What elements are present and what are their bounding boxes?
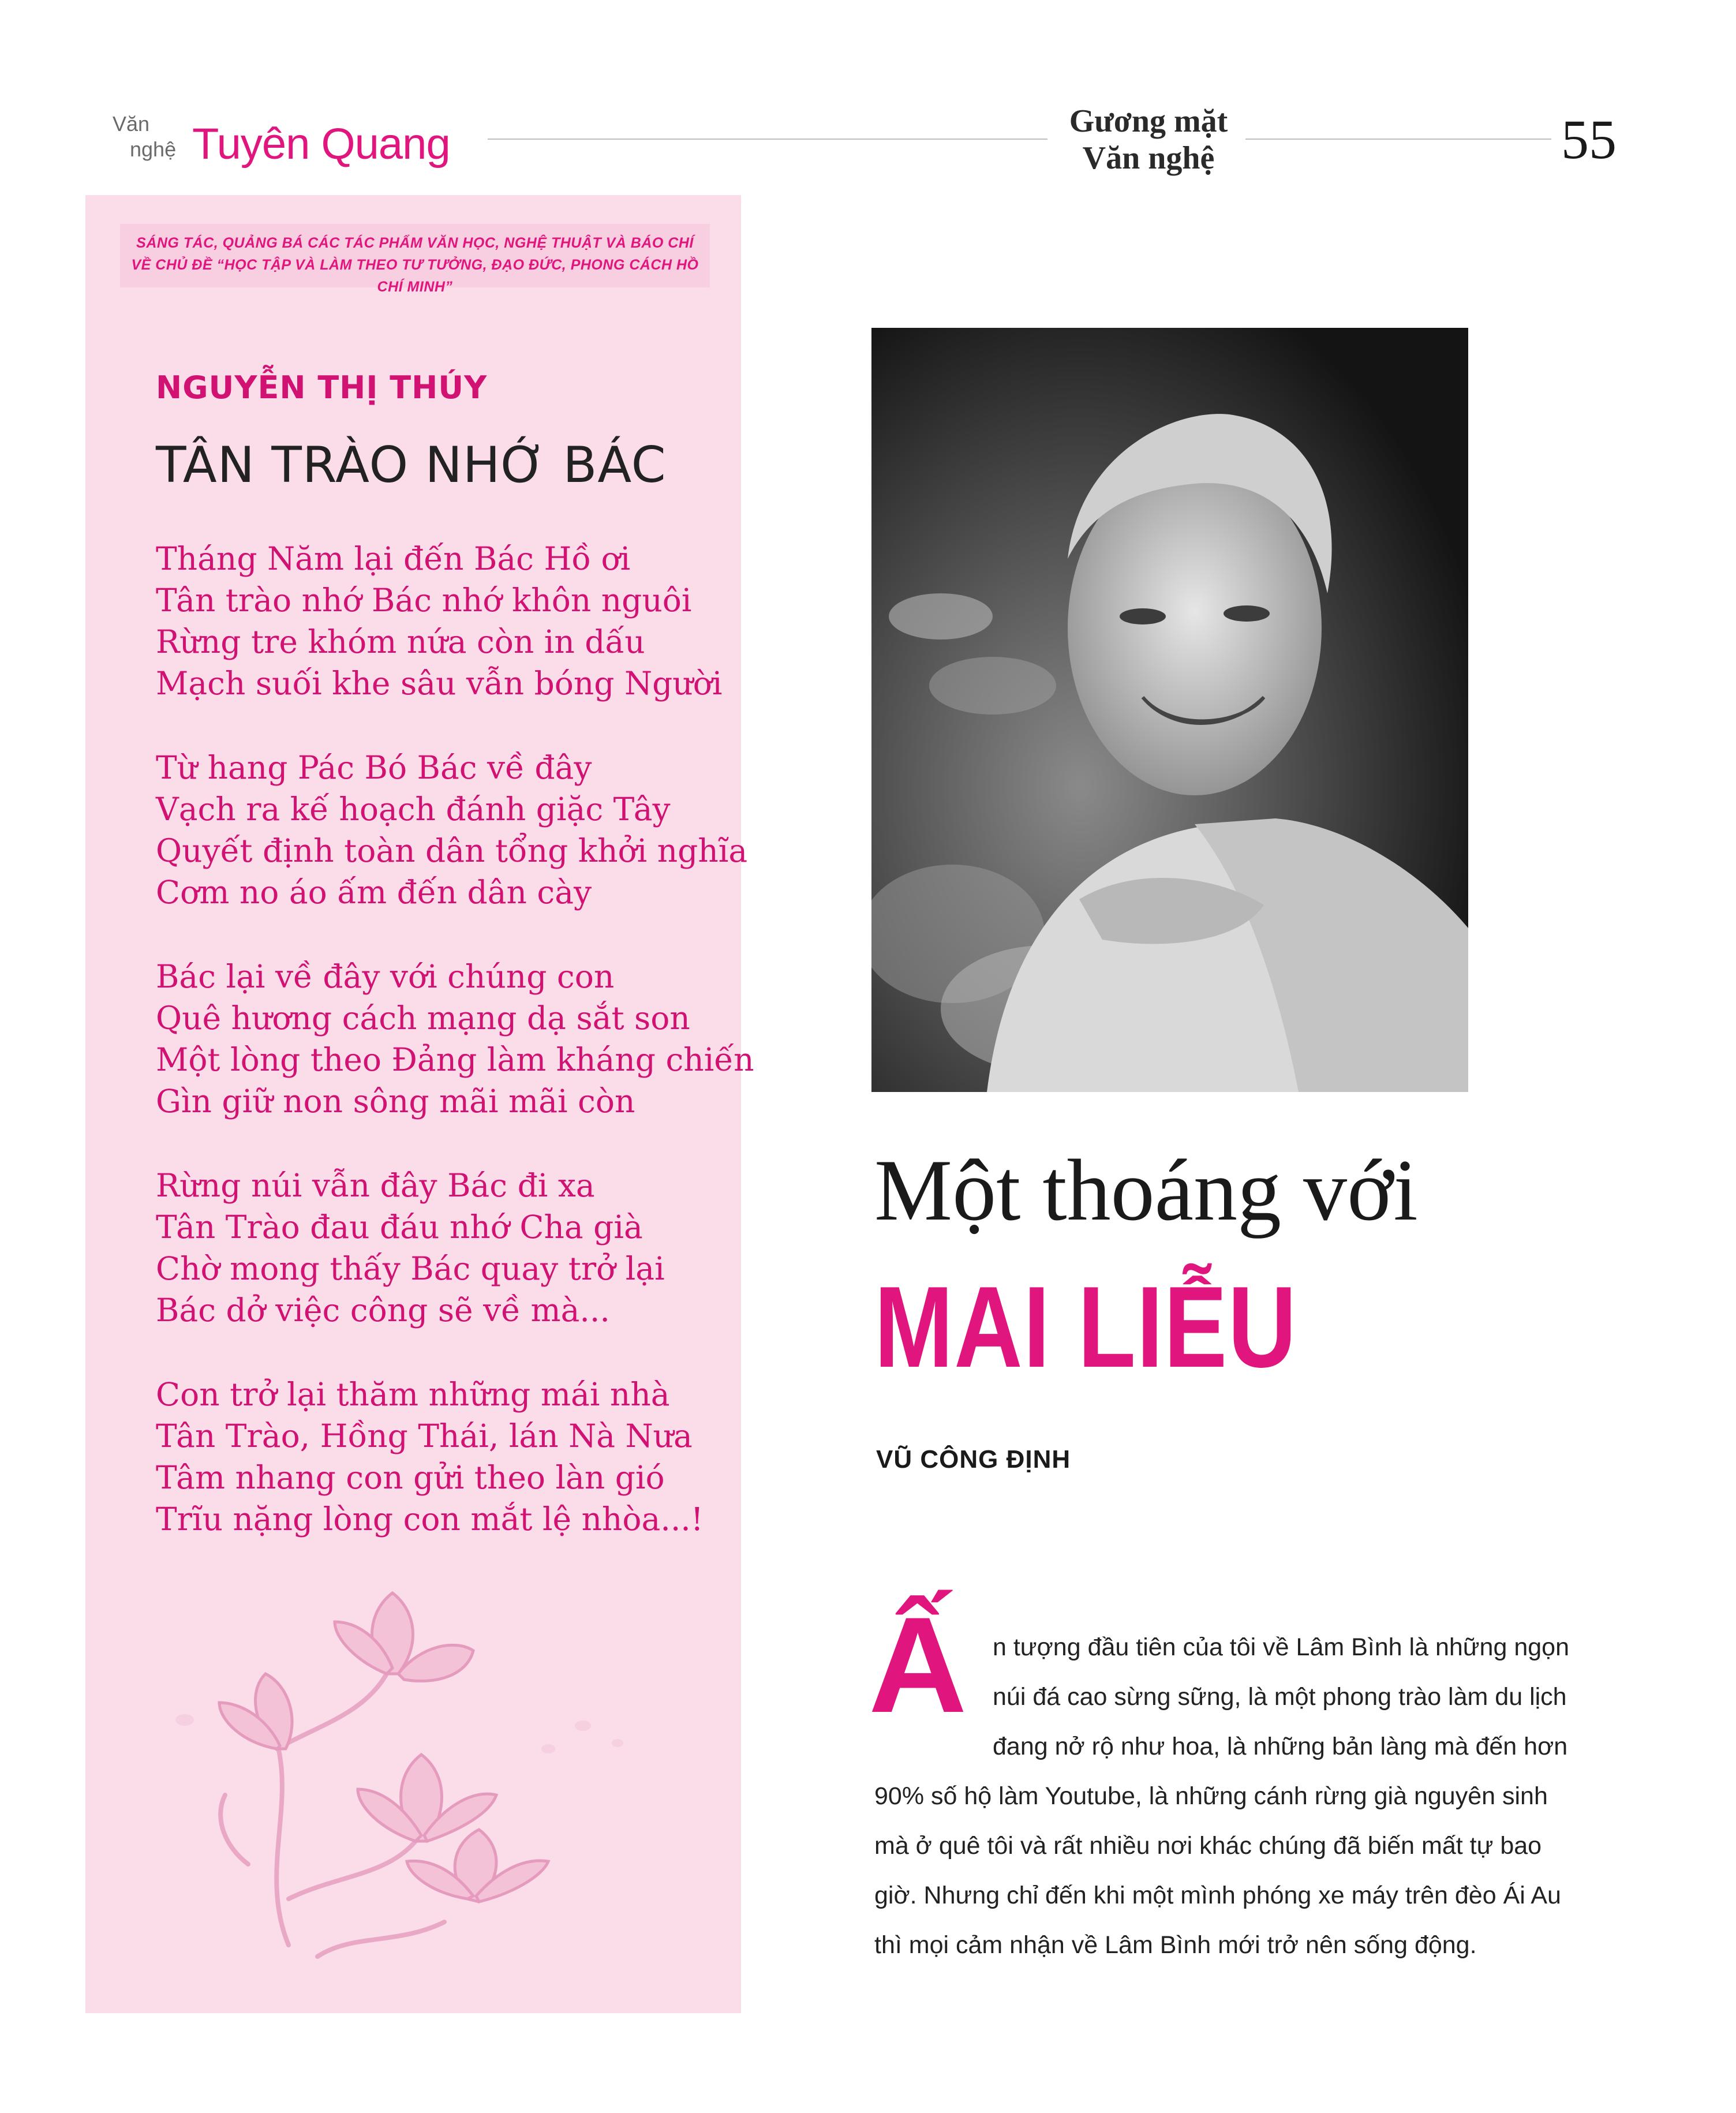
poem-stanza-4 xyxy=(156,1165,733,1331)
masthead-name: Tuyên Quang xyxy=(192,119,450,169)
campaign-banner-line-1: SÁNG TÁC, QUẢNG BÁ CÁC TÁC PHẨM VĂN HỌC, NGHỆ THUẬT VÀ BÁO CHÍ xyxy=(136,235,694,251)
poem-line: Trĩu nặng lòng con mắt lệ nhòa...! xyxy=(156,1501,704,1538)
article-body-line: mà ở quê tôi và rất nhiều nơi khác chúng đã biến mất tự bao xyxy=(874,1832,1542,1860)
header-divider-left xyxy=(488,139,1047,140)
poem-line: Một lòng theo Đảng làm kháng chiến xyxy=(156,1041,754,1078)
poem-line: Bác dở việc công sẽ về mà... xyxy=(156,1292,610,1329)
article-dropcap: Ấ xyxy=(869,1589,967,1741)
lotus-illustration-icon xyxy=(144,1576,664,1991)
section-title-line-2: Văn nghệ xyxy=(1082,140,1215,176)
section-title-line-1: Gương mặt xyxy=(1069,103,1228,139)
poem-line: Quê hương cách mạng dạ sắt son xyxy=(156,1000,690,1037)
article-title-line-2: MAI LIỄU xyxy=(874,1263,1297,1392)
poem-line: Vạch ra kế hoạch đánh giặc Tây xyxy=(156,791,671,828)
section-title xyxy=(1056,103,1241,177)
portrait-photo-icon xyxy=(871,328,1468,1092)
page-number: 55 xyxy=(1561,109,1617,170)
article-body-line: núi đá cao sừng sững, là một phong trào làm du lịch xyxy=(993,1683,1567,1711)
poem-stanza-5 xyxy=(156,1374,733,1540)
campaign-banner-line-2: VỀ CHỦ ĐỀ “HỌC TẬP VÀ LÀM THEO TƯ TƯỞNG, ĐẠO ĐỨC, PHONG CÁCH HỒ CHÍ MINH” xyxy=(131,257,699,295)
poem-line: Rừng tre khóm nứa còn in dấu xyxy=(156,623,645,660)
poem-line: Mạch suối khe sâu vẫn bóng Người xyxy=(156,665,723,702)
poem-stanza-1 xyxy=(156,538,733,704)
poem-line: Gìn giữ non sông mãi mãi còn xyxy=(156,1083,635,1120)
article-author: VŨ CÔNG ĐỊNH xyxy=(876,1445,1071,1474)
article-body-line: n tượng đầu tiên của tôi về Lâm Bình là những ngọn xyxy=(993,1633,1569,1661)
poem-line: Tân Trào, Hồng Thái, lán Nà Nưa xyxy=(156,1418,693,1454)
article-body-line: giờ. Nhưng chỉ đến khi một mình phóng xe máy trên đèo Ái Au xyxy=(874,1882,1561,1909)
article-body-line: 90% số hộ làm Youtube, là những cánh rừng già nguyên sinh xyxy=(874,1782,1548,1810)
poem-line: Bác lại về đây với chúng con xyxy=(156,958,615,995)
poem-line: Cơm no áo ấm đến dân cày xyxy=(156,874,592,911)
poem-line: Con trở lại thăm những mái nhà xyxy=(156,1376,670,1413)
masthead-logo xyxy=(113,107,459,171)
poem-author: NGUYỄN THỊ THÚY xyxy=(156,369,488,406)
poem-line: Quyết định toàn dân tổng khởi nghĩa xyxy=(156,832,748,869)
article-body-line: thì mọi cảm nhận về Lâm Bình mới trở nên sống động. xyxy=(874,1931,1477,1959)
poem-line: Rừng núi vẫn đây Bác đi xa xyxy=(156,1167,595,1204)
poem-line: Chờ mong thấy Bác quay trở lại xyxy=(156,1250,665,1287)
masthead-small-word-1: Văn xyxy=(113,112,150,136)
poem-line: Từ hang Pác Bó Bác về đây xyxy=(156,749,592,786)
poem-title: TÂN TRÀO NHỚ BÁC xyxy=(156,436,667,494)
header-divider-right xyxy=(1245,139,1551,140)
article-body-line: đang nở rộ như hoa, là những bản làng mà đến hơn xyxy=(993,1733,1568,1760)
poem-stanza-2 xyxy=(156,747,748,913)
poem-line: Tân trào nhớ Bác nhớ khôn nguôi xyxy=(156,582,692,619)
poem-line: Tháng Năm lại đến Bác Hồ ơi xyxy=(156,540,631,577)
article-title-line-1: Một thoáng với xyxy=(874,1142,1418,1239)
campaign-banner xyxy=(120,224,710,295)
poem-line: Tân Trào đau đáu nhớ Cha già xyxy=(156,1209,643,1246)
poem-line: Tâm nhang con gửi theo làn gió xyxy=(156,1459,665,1496)
poem-stanza-3 xyxy=(156,956,754,1122)
masthead-small-word-2: nghệ xyxy=(130,137,177,161)
